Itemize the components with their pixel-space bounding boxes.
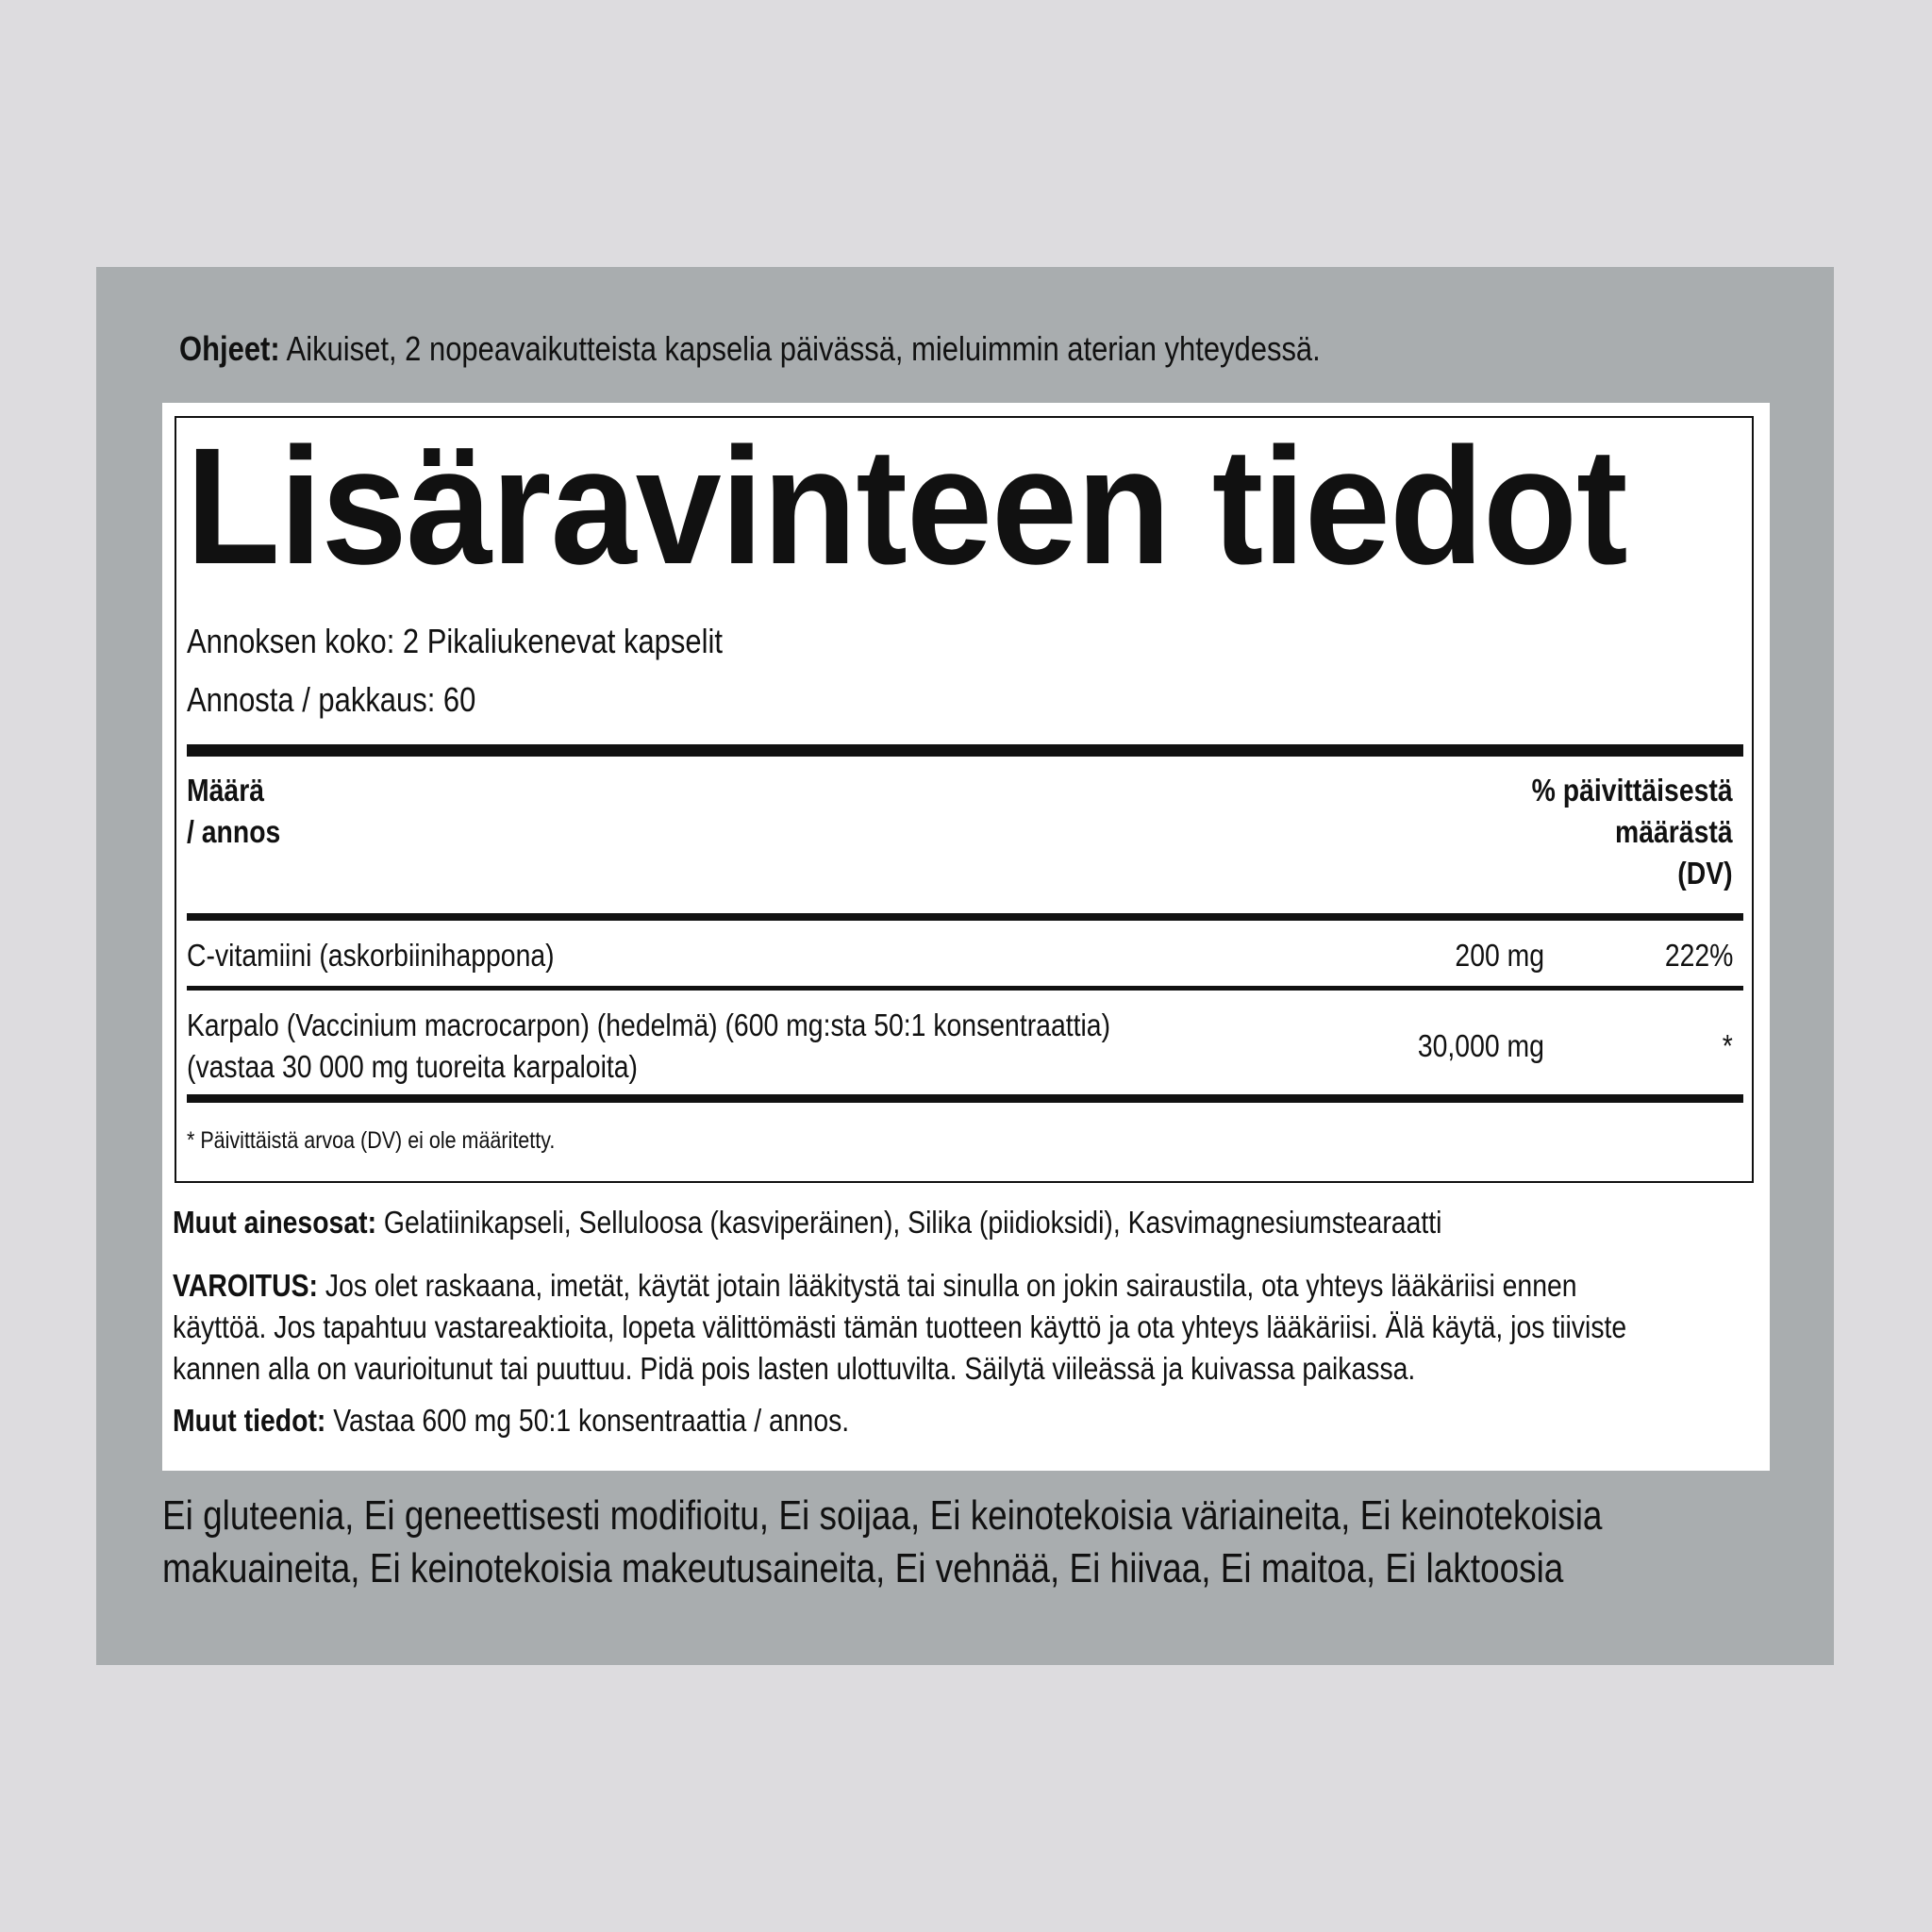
header-dv-line2: määrästä (1615, 814, 1733, 849)
header-dv-line1: % päivittäisestä (1532, 773, 1733, 808)
servings-per-container: Annosta / pakkaus: 60 (187, 680, 476, 719)
nutrient-dv: 222% (1664, 938, 1733, 973)
other-ingredients-label: Muut ainesosat: (173, 1205, 377, 1240)
nutrient-name: C-vitamiini (askorbiinihappona) (187, 938, 555, 973)
thick-divider-bottom (187, 1094, 1743, 1103)
nutrient-name: Karpalo (Vaccinium macrocarpon) (hedelmä) (600 mg:sta 50:1 konsentraattia) (187, 1008, 1111, 1042)
header-dv-line3: (DV) (1677, 856, 1733, 891)
header-daily-value (1532, 770, 1733, 894)
directions-text: Aikuiset, 2 nopeavaikutteista kapselia päivässä, mieluimmin aterian yhteydessä. (279, 329, 1321, 368)
nutrient-name-line2: (vastaa 30 000 mg tuoreita karpaloita) (187, 1049, 638, 1084)
other-info-label: Muut tiedot: (173, 1403, 326, 1438)
header-amount (187, 770, 280, 853)
other-info (173, 1400, 1665, 1441)
warning-text: Jos olet raskaana, imetät, käytät jotain lääkitystä tai sinulla on jokin sairaustila, ota yhteys lääkäriisi ennen käyttöä. Jos tapahtuu vastareaktioita, lopeta välittömästi tämän tuotteen käyttö ja ota yhteys lääkäriisi. Älä käytä, jos tiiviste kannen alla on vaurioitunut tai puuttuu. Pidä pois lasten ulottuvilta. Säilytä viileässä ja kuivassa paikassa. (173, 1268, 1627, 1386)
free-from-claims: Ei gluteenia, Ei geneettisesti modifioitu, Ei soijaa, Ei keinotekoisia väriaineita, Ei keinotekoisia makuaineita, Ei keinotekoisia makeutusaineita, Ei vehnää, Ei hiivaa, Ei maitoa, Ei laktoosia (162, 1492, 1603, 1591)
nutrient-amount: 200 mg (1455, 938, 1544, 973)
warning (173, 1265, 1665, 1390)
directions (179, 328, 1321, 369)
facts-title: Lisäravinteen tiedot (186, 414, 1627, 599)
thick-divider-top (187, 744, 1743, 757)
nutrient-amount: 30,000 mg (1417, 1028, 1544, 1063)
directions-label: Ohjeet: (179, 329, 280, 368)
warning-label: VAROITUS: (173, 1268, 318, 1303)
supplement-facts-box (175, 416, 1754, 1183)
other-ingredients-text: Gelatiinikapseli, Selluloosa (kasviperäinen), Silika (piidioksidi), Kasvimagnesiumstearaatti (376, 1205, 1442, 1240)
nutrient-dv: * (1722, 1028, 1733, 1063)
supplement-label (162, 403, 1770, 1471)
header-amount-line2: / annos (187, 814, 281, 849)
footnote: * Päivittäistä arvoa (DV) ei ole määritetty. (187, 1127, 556, 1154)
other-info-text: Vastaa 600 mg 50:1 konsentraattia / annos. (325, 1403, 850, 1438)
other-ingredients (173, 1202, 1665, 1243)
label-panel (96, 267, 1834, 1665)
row-divider (187, 986, 1743, 991)
header-amount-line1: Määrä (187, 773, 265, 808)
serving-size: Annoksen koko: 2 Pikaliukenevat kapselit (187, 622, 723, 660)
divider-header (187, 913, 1743, 921)
